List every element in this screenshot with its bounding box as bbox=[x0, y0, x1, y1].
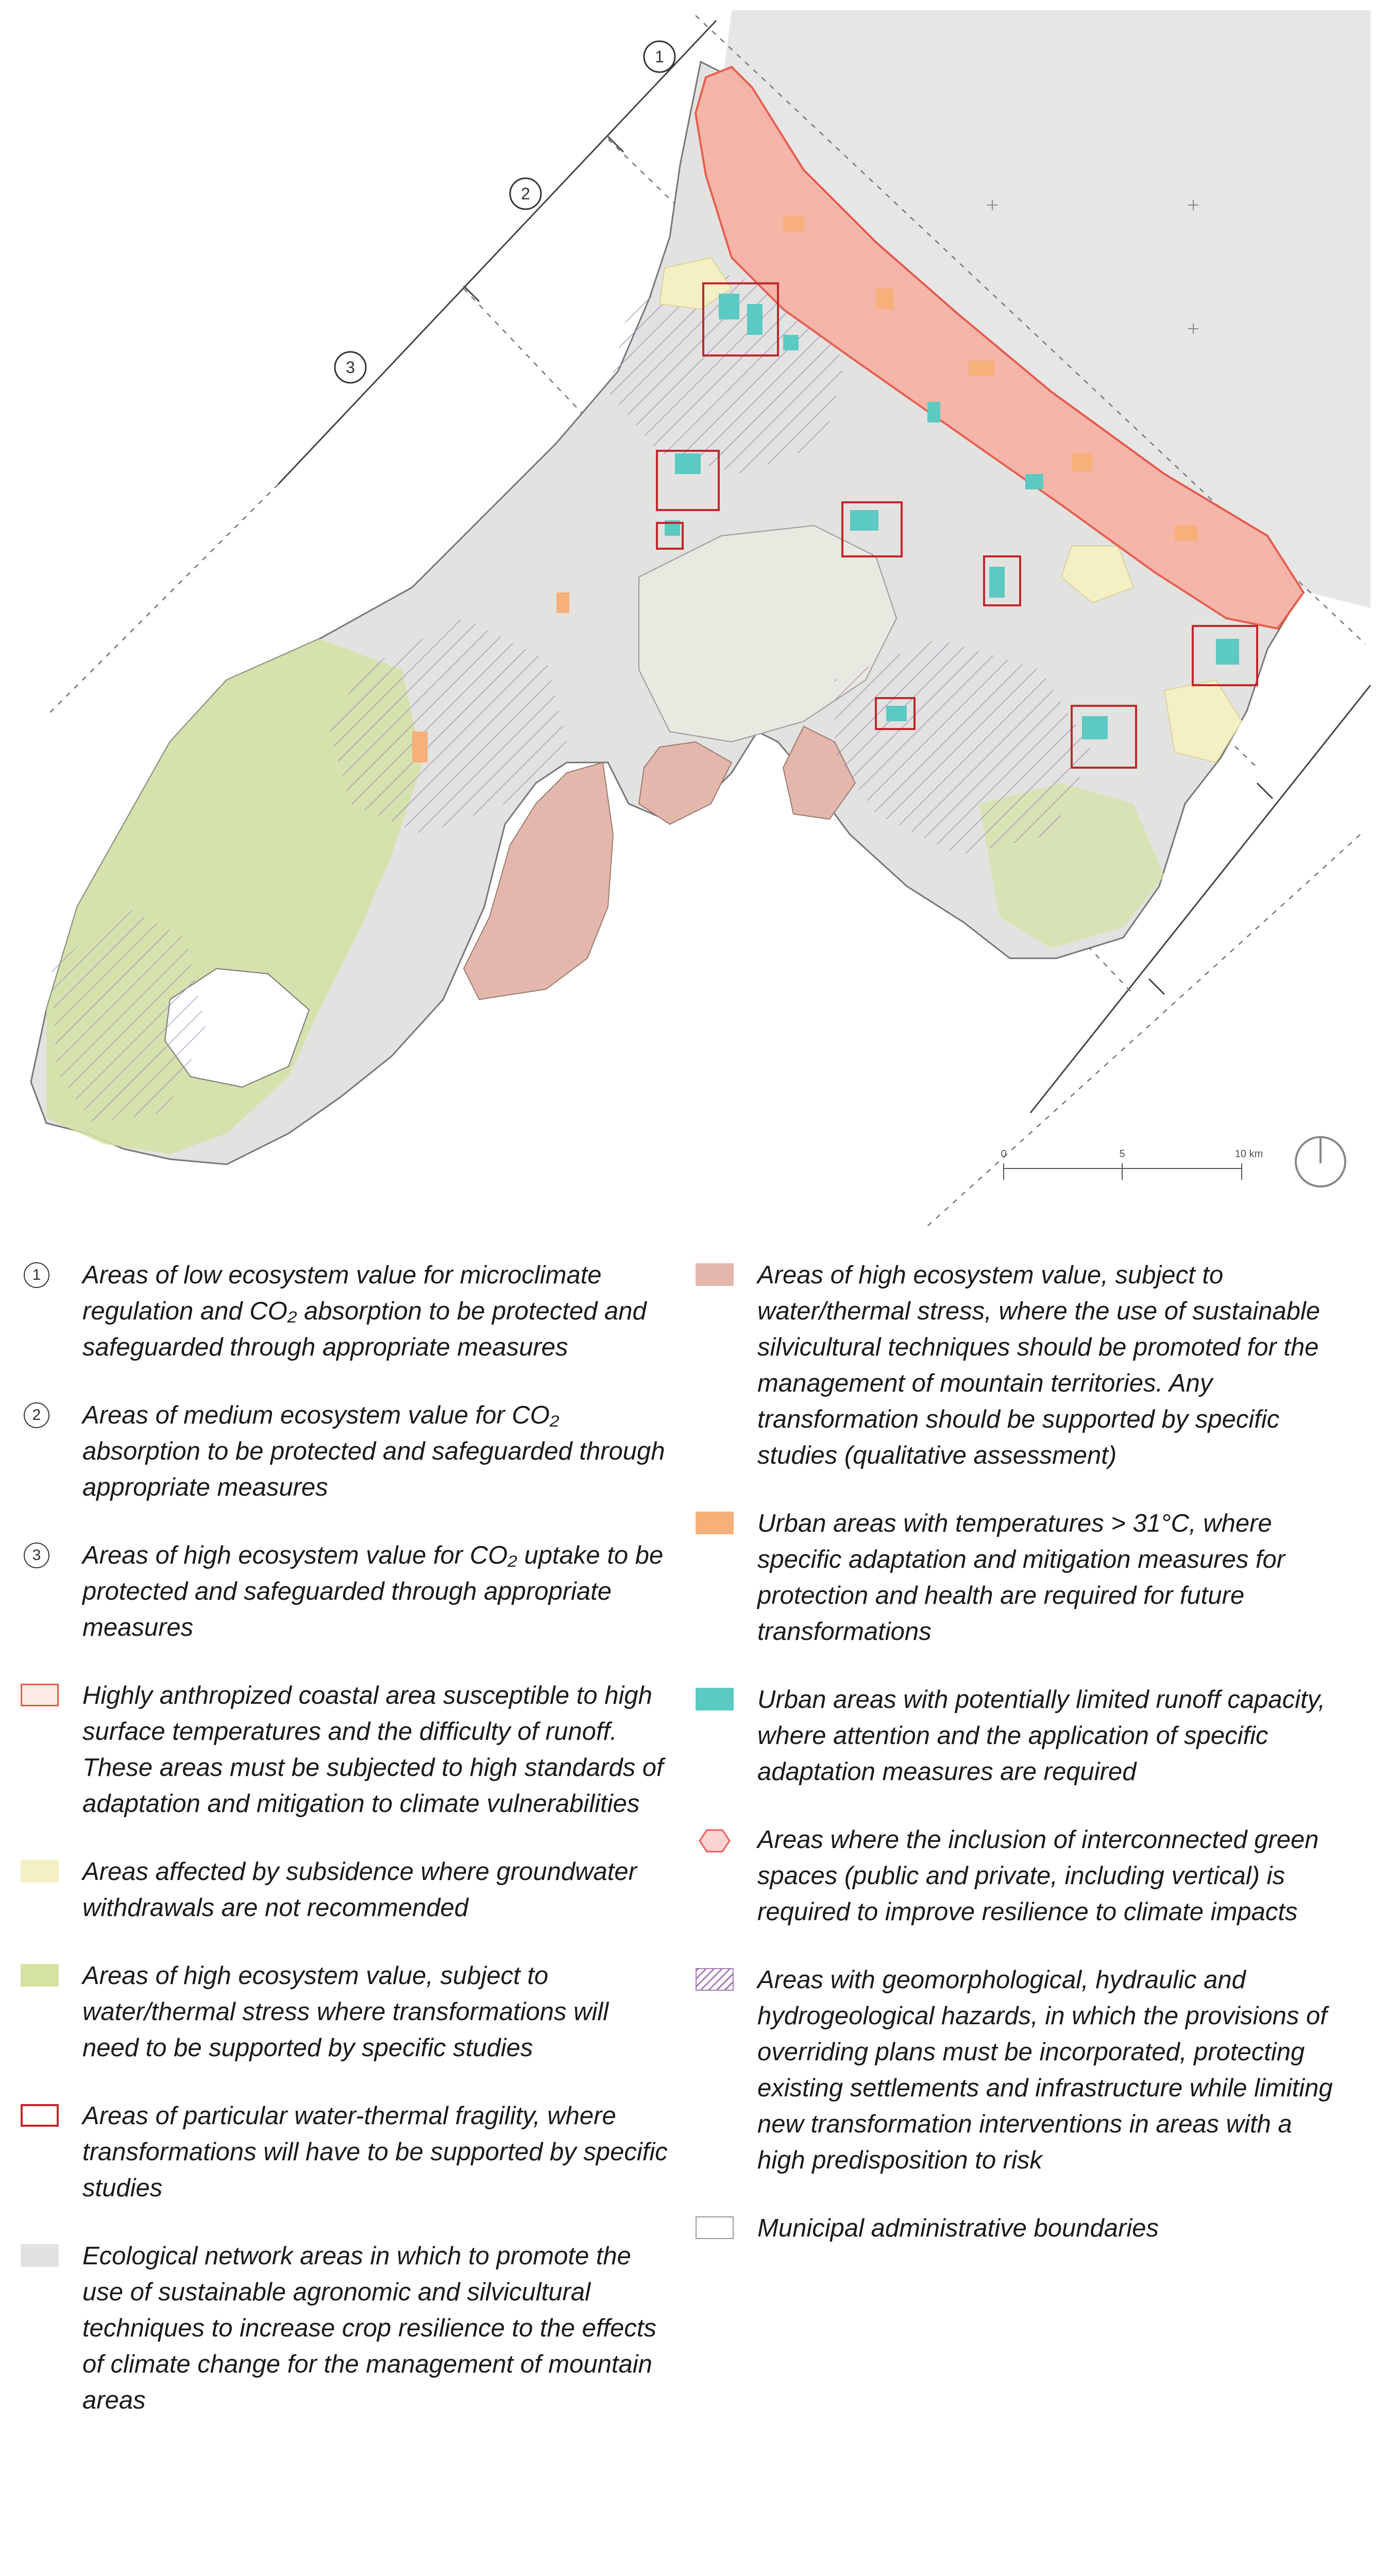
legend-item-text: Areas of medium ecosystem value for CO₂ absorption to be protected and safeguarded through appropriate measures bbox=[82, 1401, 665, 1501]
hazard-hatch-swatch bbox=[696, 1968, 734, 1991]
subsidence-swatch bbox=[21, 1860, 59, 1883]
scale-tick-0: 0 bbox=[1001, 1148, 1007, 1160]
municipal-boundary-swatch bbox=[696, 2216, 734, 2239]
legend-column-right bbox=[696, 1257, 1345, 2278]
legend-item-text: Areas of high ecosystem value, subject to water/thermal stress, where the use of sustainable silvicultural techniques should be promoted for the management of mountain territories. Any transformation should be supported by specific studies (qualitative assessment) bbox=[757, 1261, 1321, 1469]
legend-item-text: Highly anthropized coastal area susceptible to high surface temperatures and the difficulty of runoff. These areas must be subjected to high standards of adaptation and mitigation to climate vulnerabilities bbox=[82, 1682, 664, 1818]
legend-item bbox=[21, 2098, 670, 2206]
mountain-area-swatch bbox=[696, 1263, 734, 1286]
zone-marker-icon: 3 bbox=[24, 1543, 49, 1568]
map-legend bbox=[0, 1257, 1388, 2576]
legend-item-text: Areas with geomorphological, hydraulic and hydrogeological hazards, in which the provisions of overriding plans must be incorporated, protecting existing settlements and infrastructure while limiting new transformation interventions in areas with a high predisposition to risk bbox=[757, 1966, 1333, 2174]
coastal-area-swatch bbox=[21, 1684, 59, 1706]
scale-bar bbox=[1001, 1148, 1263, 1180]
legend-item-text: Urban areas with potentially limited runoff capacity, where attention and the application of specific adaptation measures are required bbox=[757, 1686, 1326, 1786]
zone-marker-icon: 1 bbox=[24, 1262, 49, 1288]
legend-item-text: Areas of high ecosystem value, subject to water/thermal stress where transformations will need to be supported by specific studies bbox=[82, 1962, 609, 2062]
ecological-network-swatch bbox=[21, 2244, 59, 2267]
legend-item-text: Areas of low ecosystem value for microclimate regulation and CO₂ absorption to be protected and safeguarded through appropriate measures bbox=[82, 1261, 647, 1361]
scale-tick-10km: 10 km bbox=[1234, 1148, 1263, 1160]
legend-item-text: Areas of particular water-thermal fragility, where transformations will have to be supported by specific studies bbox=[82, 2102, 668, 2202]
scale-tick-5: 5 bbox=[1119, 1148, 1125, 1160]
urban-runoff-swatch bbox=[696, 1688, 734, 1710]
legend-item-text: Urban areas with temperatures > 31°C, where specific adaptation and mitigation measures for protection and health are required for future transformations bbox=[757, 1510, 1285, 1646]
legend-item bbox=[696, 1505, 1345, 1650]
zone-marker-1 bbox=[644, 41, 675, 72]
legend-item bbox=[21, 1537, 670, 1646]
legend-item bbox=[696, 1257, 1345, 1473]
zone-marker-3 bbox=[335, 352, 366, 383]
legend-item-text: Areas where the inclusion of interconnected green spaces (public and private, including vertical) is required to improve resilience to climate impacts bbox=[757, 1826, 1319, 1926]
urban-hot-swatch bbox=[696, 1512, 734, 1534]
north-arrow-icon bbox=[1296, 1136, 1345, 1187]
legend-item bbox=[21, 2238, 670, 2418]
climate-vulnerability-map bbox=[0, 0, 1388, 1247]
legend-item bbox=[21, 1397, 670, 1505]
zone-marker-3-label: 3 bbox=[346, 358, 355, 377]
legend-item bbox=[21, 1257, 670, 1365]
legend-item bbox=[696, 1682, 1345, 1790]
legend-item-text: Ecological network areas in which to promote the use of sustainable agronomic and silvicultural techniques to increase crop resilience to the effects of climate change for the management of mountain areas bbox=[82, 2242, 657, 2414]
fragility-box-swatch bbox=[21, 2104, 59, 2127]
legend-item bbox=[21, 1677, 670, 1822]
zone-marker-1-label: 1 bbox=[655, 47, 664, 66]
legend-item-text: Areas of high ecosystem value for CO₂ uptake to be protected and safeguarded through appropriate measures bbox=[82, 1541, 664, 1641]
legend-item-text: Areas affected by subsidence where groundwater withdrawals are not recommended bbox=[82, 1858, 637, 1922]
legend-item bbox=[696, 1822, 1345, 1930]
zone-marker-icon: 2 bbox=[24, 1402, 49, 1428]
legend-item bbox=[21, 1958, 670, 2066]
green-spaces-hexagon-icon bbox=[696, 1828, 734, 1851]
zone-marker-2-label: 2 bbox=[521, 184, 530, 203]
legend-item-text: Municipal administrative boundaries bbox=[757, 2214, 1159, 2242]
high-ecosystem-swatch bbox=[21, 1964, 59, 1987]
legend-item bbox=[696, 1962, 1345, 2178]
legend-column-left bbox=[21, 1257, 670, 2450]
legend-item bbox=[696, 2210, 1345, 2246]
zone-marker-2 bbox=[510, 178, 541, 209]
legend-item bbox=[21, 1854, 670, 1926]
